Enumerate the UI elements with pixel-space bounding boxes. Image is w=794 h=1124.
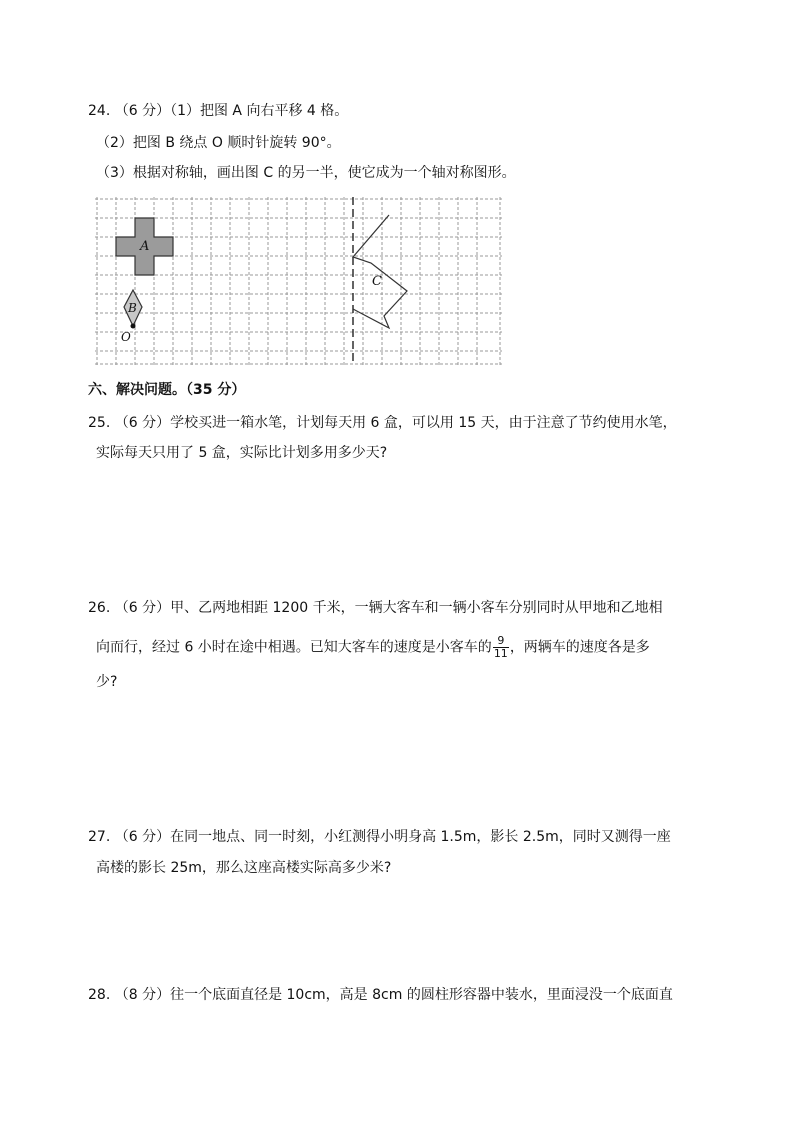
point-o-dot: [131, 324, 136, 329]
q26-line2-before: 向而行，经过 6 小时在途中相遇。已知大客车的速度是小客车的: [96, 639, 492, 656]
figure-b-label: B: [128, 301, 137, 315]
q26-line2-after: ，两辆车的速度各是多: [509, 639, 650, 656]
q26-line2: [96, 635, 650, 660]
point-o-label: O: [121, 330, 131, 344]
grid-lines: [95, 197, 502, 365]
q24-line3: （3）根据对称轴，画出图 C 的另一半，使它成为一个轴对称图形。: [96, 165, 516, 181]
q26-line1: 26. （6 分）甲、乙两地相距 1200 千米，一辆大客车和一辆小客车分别同时从甲地和乙地相: [88, 600, 663, 616]
q24-line2: （2）把图 B 绕点 O 顺时针旋转 90°。: [96, 135, 341, 151]
q27-line2: 高楼的影长 25m，那么这座高楼实际高多少米?: [96, 860, 392, 876]
q26-fraction: [493, 635, 509, 660]
q28-line1: 28. （8 分）往一个底面直径是 10cm，高是 8cm 的圆柱形容器中装水，里面浸没一个底面直: [88, 987, 673, 1003]
figure-a-label: A: [140, 239, 150, 254]
figure-c-label: C: [372, 274, 382, 289]
q26-line3: 少?: [96, 674, 118, 690]
q27-line1: 27. （6 分）在同一地点、同一时刻，小红测得小明身高 1.5m，影长 2.5m，同时又测得一座: [88, 829, 671, 845]
section6-title: 六、解决问题。（35 分）: [88, 382, 246, 398]
q25-line1: 25. （6 分）学校买进一箱水笔，计划每天用 6 盒，可以用 15 天，由于注意了节约使用水笔，: [88, 415, 677, 431]
figure-c-half: [353, 215, 407, 328]
q24-line1: 24. （6 分）（1）把图 A 向右平移 4 格。: [88, 103, 349, 119]
q25-line2: 实际每天只用了 5 盒，实际比计划多用多少天?: [96, 445, 388, 461]
fraction-numerator: 9: [493, 635, 509, 648]
q24-grid-figure: [95, 197, 507, 367]
fraction-denominator: 11: [493, 647, 508, 660]
